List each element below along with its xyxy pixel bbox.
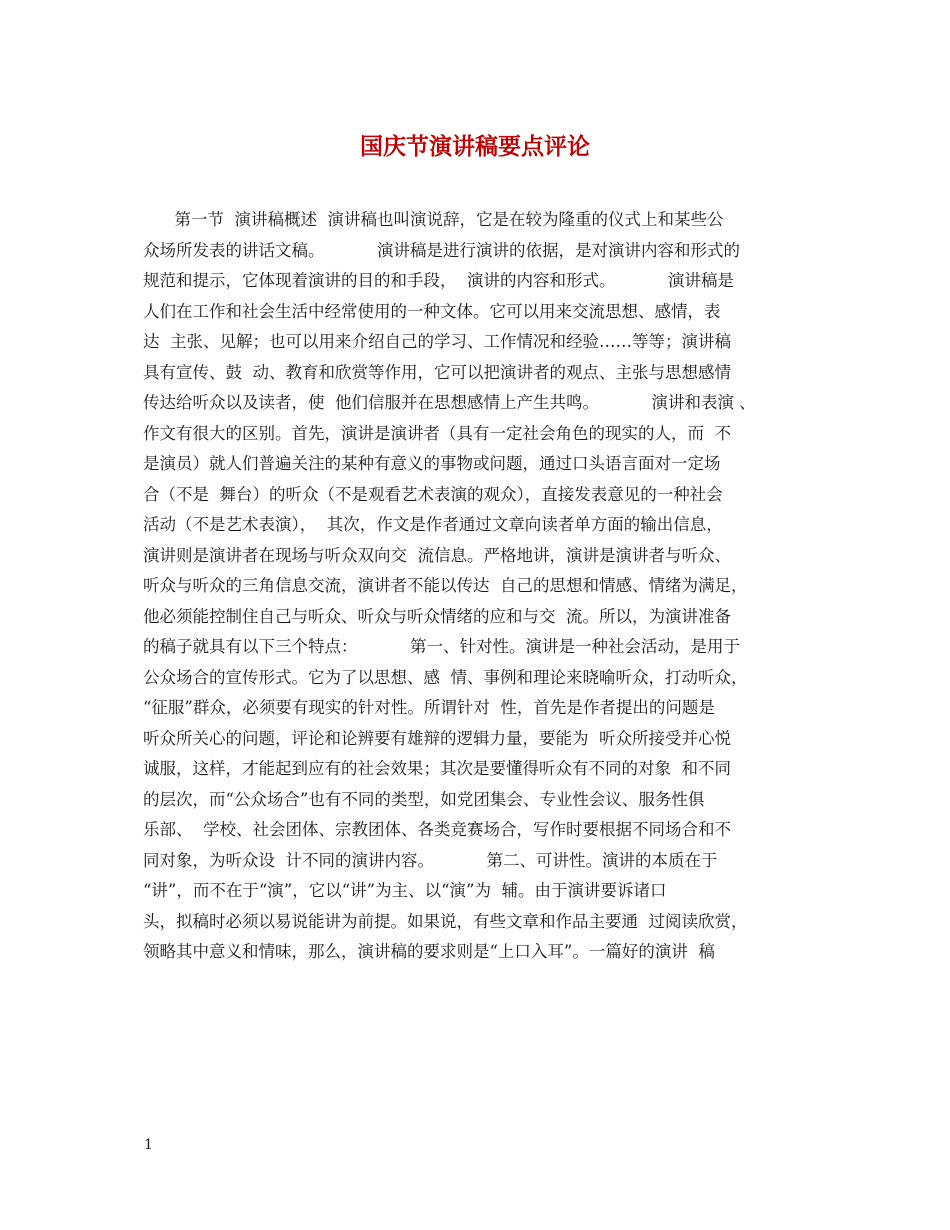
text-line: 合（不是 舞台）的听众（不是观看艺术表演的观众），直接发表意见的一种社会 xyxy=(143,484,723,504)
page-number: 1 xyxy=(144,1137,153,1153)
text-line: 领略其中意义和情味，那么，演讲稿的要求则是“上口入耳”。一篇好的演讲 稿 xyxy=(143,942,715,961)
text-line: 的层次，而“公众场合”也有不同的类型，如党团集会、专业性会议、服务性俱 xyxy=(143,789,705,809)
text-line: “讲”，而不在于“演”，它以“讲”为主、以“演”为 辅。由于演讲要诉诸口 xyxy=(143,881,667,900)
text-line: 诚服，这样，才能起到应有的社会效果；其次是要懂得听众有不同的对象 和不同 xyxy=(143,759,731,778)
text-line: 规范和提示，它体现着演讲的目的和手段， 演讲的内容和形式。 演讲稿是 xyxy=(143,271,734,290)
text-line: 公众场合的宣传形式。它为了以思想、感 情、事例和理论来晓喻听众，打动听众， xyxy=(143,667,748,687)
text-line: 听众所关心的问题，评论和论辨要有雄辩的逻辑力量，要能为 听众所接受并心悦 xyxy=(143,728,731,748)
text-line: 的稿子就具有以下三个特点： 第一、针对性。演讲是一种社会活动，是用于 xyxy=(143,637,740,656)
text-line: 作文有很大的区别。首先，演讲是演讲者（具有一定社会角色的现实的人，而 不 xyxy=(143,423,731,443)
body-text xyxy=(143,205,813,968)
text-line: 他必须能控制住自己与听众、听众与听众情绪的应和与交 流。所以，为演讲准备 xyxy=(143,606,731,626)
text-line: 演讲则是演讲者在现场与听众双向交 流信息。严格地讲，演讲是演讲者与听众、 xyxy=(143,545,731,565)
text-line: 头，拟稿时必须以易说能讲为前提。如果说，有些文章和作品主要通 过阅读欣赏， xyxy=(143,911,748,931)
document-title: 国庆节演讲稿要点评论 xyxy=(360,133,590,160)
text-line: 活动（不是艺术表演）， 其次，作文是作者通过文章向读者单方面的输出信息， xyxy=(143,515,723,534)
text-line: 众场所发表的讲话文稿。 演讲稿是进行演讲的依据，是对演讲内容和形式的 xyxy=(143,240,740,260)
text-line: 听众与听众的三角信息交流，演讲者不能以传达 自己的思想和情感、情绪为满足， xyxy=(143,576,748,595)
text-line: 人们在工作和社会生活中经常使用的一种文体。它可以用来交流思想、感情，表 xyxy=(143,301,721,321)
text-line: 同对象，为听众设 计不同的演讲内容。 第二、可讲性。演讲的本质在于 xyxy=(143,850,718,870)
text-line: 是演员）就人们普遍关注的某种有意义的事物或问题，通过口头语言面对一定场 xyxy=(143,454,721,473)
text-line: 具有宣传、鼓 动、教育和欣赏等作用，它可以把演讲者的观点、主张与思想感情 xyxy=(143,362,731,382)
text-line: 传达给听众以及读者，使 他们信服并在思想感情上产生共鸣。 演讲和表演 、 xyxy=(143,393,756,412)
text-line: 第一节 演讲稿概述 演讲稿也叫演说辞，它是在较为隆重的仪式上和某些公 xyxy=(143,210,724,229)
text-line: “征服”群众，必须要有现实的针对性。所谓针对 性，首先是作者提出的问题是 xyxy=(143,698,715,717)
text-line: 达 主张、见解；也可以用来介绍自己的学习、工作情况和经验……等等；演讲稿 xyxy=(143,332,731,351)
text-line: 乐部、 学校、社会团体、宗教团体、各类竞赛场合，写作时要根据不同场合和不 xyxy=(143,820,731,839)
